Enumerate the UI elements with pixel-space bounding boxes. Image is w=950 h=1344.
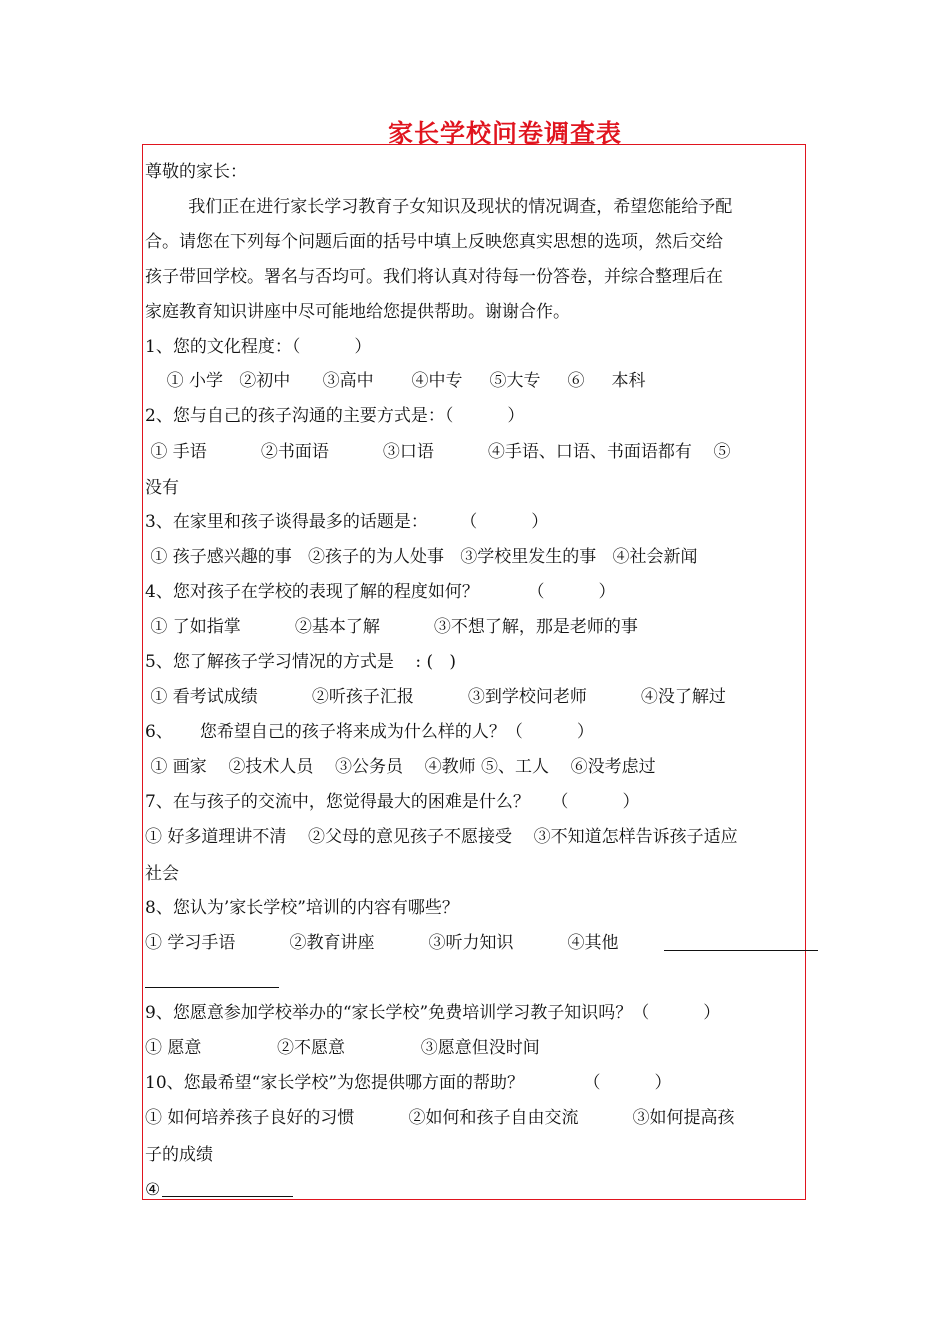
question-3: 3、在家里和孩子谈得最多的话题是： （ ） [145,512,549,532]
options-2-cont: 没有 [145,478,179,498]
question-5: 5、您了解孩子学习情况的方式是 : ( ) [145,652,457,672]
question-2: 2、您与自己的孩子沟通的主要方式是：（ ） [145,406,525,426]
question-7: 7、在与孩子的交流中，您觉得最大的困难是什么？ （ ） [145,792,640,812]
options-10: ① 如何培养孩子良好的习惯 ②如何和孩子自由交流 ③如何提高孩 [145,1108,735,1128]
options-10-other: ④ [145,1180,161,1200]
fill-blank-line [664,932,818,951]
options-9: ① 愿意 ②不愿意 ③愿意但没时间 [145,1038,540,1058]
intro-line: 孩子带回学校。署名与否均可。我们将认真对待每一份答卷，并综合整理后在 [145,267,723,287]
options-2: ① 手语 ②书面语 ③口语 ④手语、口语、书面语都有 ⑤ [145,442,731,462]
page-title: 家长学校问卷调查表 [387,119,622,148]
intro-line: 我们正在进行家长学习教育子女知识及现状的情况调查，希望您能给予配 [145,197,733,217]
options-7: ① 好多道理讲不清 ②父母的意见孩子不愿接受 ③不知道怎样告诉孩子适应 [145,827,738,847]
question-10: 10、您最希望“家长学校”为您提供哪方面的帮助？ （ ） [145,1073,672,1093]
question-8: 8、您认为’家长学校”培训的内容有哪些？ [145,898,459,918]
fill-blank-line [145,969,279,988]
intro-line: 家庭教育知识讲座中尽可能地给您提供帮助。谢谢合作。 [145,302,570,322]
options-4: ① 了如指掌 ②基本了解 ③不想了解，那是老师的事 [145,617,638,637]
options-5: ① 看考试成绩 ②听孩子汇报 ③到学校问老师 ④没了解过 [145,687,726,707]
question-9: 9、您愿意参加学校举办的“家长学校”免费培训学习教子知识吗？（ ） [145,1003,721,1023]
options-6: ① 画家 ②技术人员 ③公务员 ④教师 ⑤、工人 ⑥没考虑过 [145,757,656,777]
question-6: 6、 您希望自己的孩子将来成为什么样的人？（ ） [145,722,594,742]
options-3: ① 孩子感兴趣的事 ②孩子的为人处事 ③学校里发生的事 ④社会新闻 [145,547,698,567]
question-4: 4、您对孩子在学校的表现了解的程度如何？ （ ） [145,582,616,602]
options-1: ① 小学 ②初中 ③高中 ④中专 ⑤大专 ⑥ 本科 [145,371,646,391]
intro-line: 合。请您在下列每个问题后面的括号中填上反映您真实思想的选项，然后交给 [145,232,723,252]
greeting: 尊敬的家长： [145,162,247,182]
options-8: ① 学习手语 ②教育讲座 ③听力知识 ④其他 [145,933,619,953]
fill-blank-line [162,1178,293,1197]
options-10-cont: 子的成绩 [145,1145,213,1165]
question-1: 1、您的文化程度：（ ） [145,337,372,357]
options-7-cont: 社会 [145,864,179,884]
